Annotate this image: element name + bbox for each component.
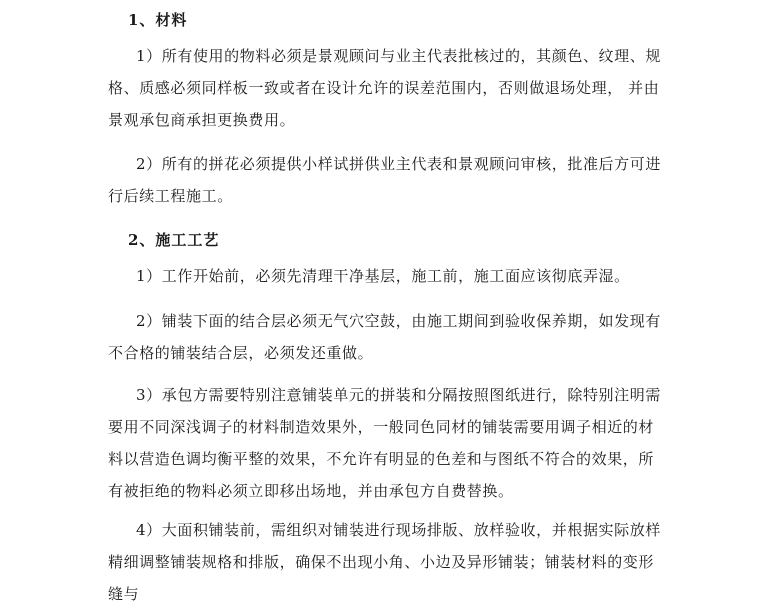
paragraph: 2）所有的拼花必须提供小样试拼供业主代表和景观顾问审核，批准后方可进行后续工程施工。: [108, 155, 661, 205]
section-heading-construction-process: 2、施工工艺: [128, 231, 220, 249]
paragraph: 1）所有使用的物料必须是景观顾问与业主代表批核过的，其颜色、纹理、规格、质感必须同样板一致或者在设计允许的误差范围内，否则做退场处理， 并由景观承包商承担更换费用。: [108, 47, 661, 129]
paragraph: 3）承包方需要特别注意铺装单元的拼装和分隔按照图纸进行，除特别注明需要用不同深浅调子的材料制造效果外，一般同色同材的铺装需要用调子相近的材料以营造色调均衡平整的效果，不允许有明显的色差和与图纸不符合的效果，所有被拒绝的物料必须立即移出场地，并由承包方自费替换。: [108, 386, 661, 500]
paragraph: 1）工作开始前，必须先清理干净基层，施工前，施工面应该彻底弄湿。: [136, 267, 630, 285]
paragraph: 2）铺装下面的结合层必须无气穴空鼓，由施工期间到验收保养期，如发现有不合格的铺装结合层，必须发还重做。: [108, 312, 661, 362]
section-heading-materials: 1、材料: [128, 11, 188, 29]
paragraph: 4）大面积铺装前，需组织对铺装进行现场排版、放样验收，并根据实际放样精细调整铺装规格和排版，确保不出现小角、小边及异形铺装；铺装材料的变形缝与: [108, 521, 661, 603]
